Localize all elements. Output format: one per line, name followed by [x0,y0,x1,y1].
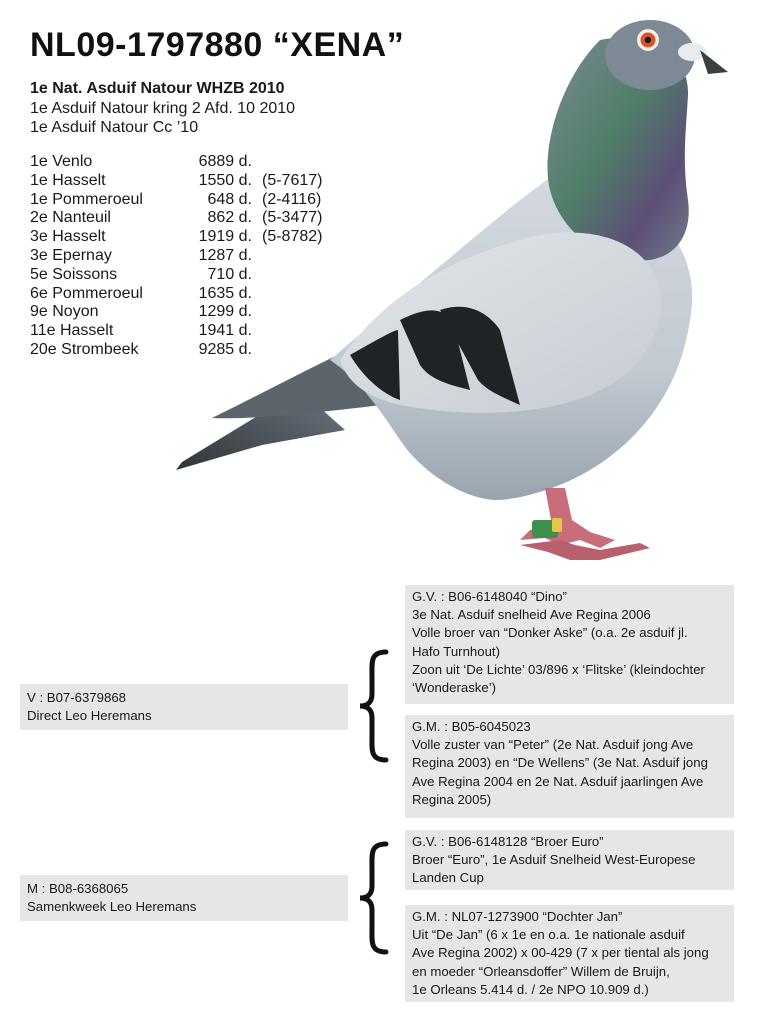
result-place: 1e Hasselt [30,171,106,189]
dam-father-box [405,830,734,890]
pigeon-leg [520,540,650,560]
page-title: NL09-1797880 “XENA” [30,26,405,64]
result-loft: (5-8782) [262,228,323,246]
pedigree-line: Landen Cup [412,870,484,886]
result-distance: 1635 d. [198,284,252,302]
pedigree-line: Volle broer van “Donker Aske” (o.a. 2e asduif jl. [412,625,688,641]
dam-mother-box [405,905,734,1002]
result-distance: 1941 d. [198,322,252,340]
pedigree-line: 1e Orleans 5.414 d. / 2e NPO 10.909 d.) [412,981,649,997]
curly-brace-icon [350,840,400,956]
result-distance: 1287 d. [198,246,252,264]
result-loft: (2-4116) [262,190,322,208]
result-distance: 1550 d. [198,171,252,189]
result-distance: 1299 d. [198,303,252,321]
dam-origin: Samenkweek Leo Heremans [27,899,197,915]
result-place: 3e Epernay [30,246,112,264]
sire-ring-number: V : B07-6379868 [27,690,126,705]
award-line: 1e Asduif Natour Cc ’10 [30,119,199,136]
result-distance: 6889 d. [198,153,252,170]
pedigree-line: 3e Nat. Asduif snelheid Ave Regina 2006 [412,607,651,623]
result-place: 6e Pommeroeul [30,284,143,302]
pigeon-leg [520,488,615,548]
sire-mother-box [405,715,734,818]
sire-origin: Direct Leo Heremans [27,708,152,724]
result-loft: (5-3477) [262,209,323,227]
award-line: 1e Nat. Asduif Natour WHZB 2010 [30,80,285,97]
pedigree-line: Hafo Turnhout) [412,643,500,659]
pedigree-line: Ave Regina 2002) x 00-429 (7 x per tiental als jong [412,945,709,961]
sire-box [20,684,348,730]
sire-mother-ring-number: G.M. : B05-6045023 [412,719,531,734]
pedigree-line: Regina 2003) en “De Wellens” (3e Nat. Asduif jong [412,755,708,771]
result-place: 2e Nanteuil [30,209,111,227]
award-line: 1e Asduif Natour kring 2 Afd. 10 2010 [30,99,296,117]
dam-mother-ring-number: G.M. : NL07-1273900 “Dochter Jan” [412,909,623,924]
result-place: 11e Hasselt [30,322,114,340]
pedigree-line: Broer “Euro”, 1e Asduif Snelheid West-Europese [412,852,696,868]
result-place: 5e Soissons [30,265,118,283]
pedigree-line: ‘Wonderaske’) [412,680,497,696]
result-loft: (5-7617) [262,171,323,189]
result-distance: 710 d. [207,265,252,283]
curly-brace-icon [350,648,400,764]
result-place: 3e Hasselt [30,228,106,246]
result-place: 1e Venlo [30,153,93,170]
sire-father-ring-number: G.V. : B06-6148040 “Dino” [412,589,567,604]
pigeon-beak [700,50,728,74]
result-place: 9e Noyon [30,303,99,321]
pedigree-line: Uit “De Jan” (6 x 1e en o.a. 1e nationale asduif [412,927,685,943]
pedigree-line: Volle zuster van “Peter” (2e Nat. Asduif jong Ave [412,737,694,753]
result-place: 20e Strombeek [30,340,139,358]
result-distance: 9285 d. [198,340,252,358]
pedigree-line: en moeder “Orleansdoffer” Willem de Bruijn, [412,963,670,979]
result-distance: 862 d. [207,209,252,227]
sire-father-box [405,585,734,704]
dam-ring-number: M : B08-6368065 [27,881,129,896]
result-place: 1e Pommeroeul [30,190,143,208]
result-distance: 1919 d. [198,228,252,246]
dam-father-ring-number: G.V. : B06-6148128 “Broer Euro” [412,834,604,849]
pedigree-line: Regina 2005) [412,791,492,807]
dam-box [20,875,348,921]
pedigree-line: Ave Regina 2004 en 2e Nat. Asduif jaarlingen Ave [412,773,704,789]
pedigree-line: Zoon uit ‘De Lichte’ 03/896 x ‘Flitske’ (kleindochter [412,661,705,677]
result-distance: 648 d. [207,190,252,208]
